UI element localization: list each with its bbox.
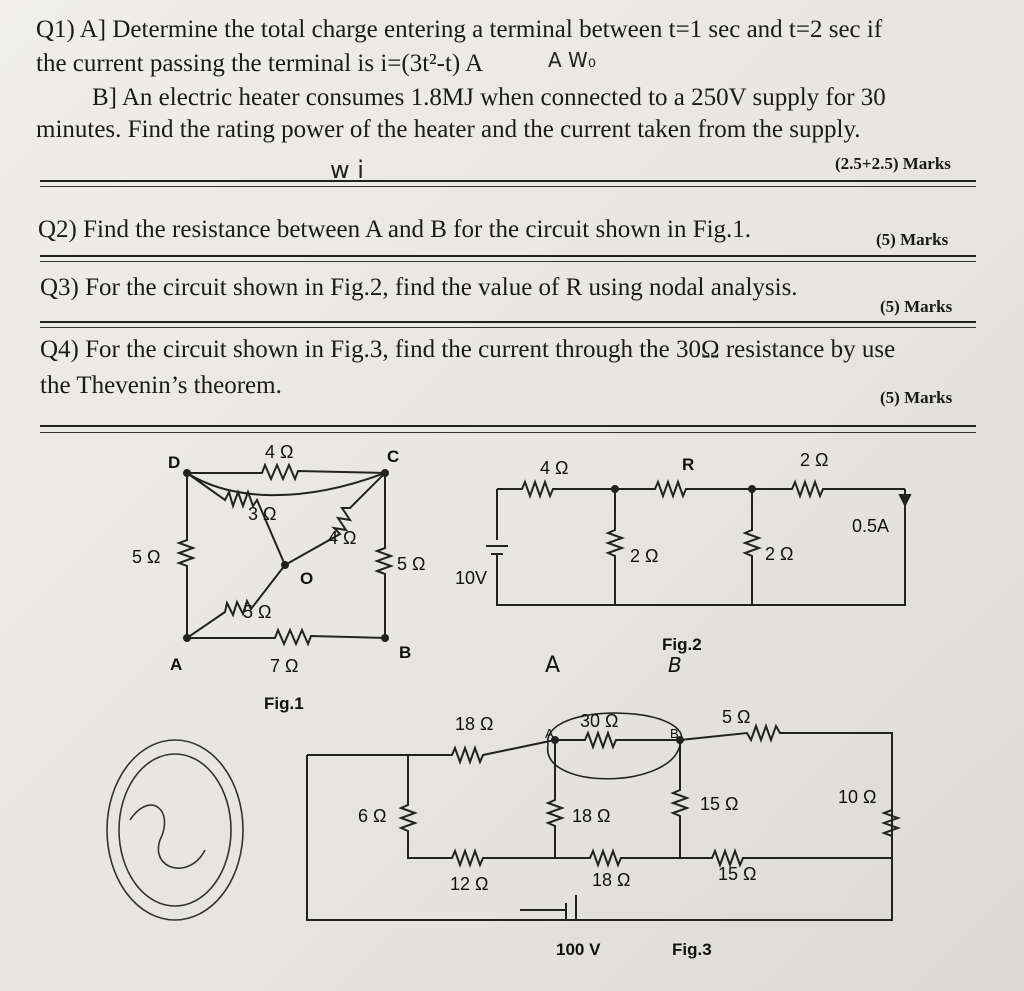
fig3-r18b: 18 Ω xyxy=(572,806,611,826)
fig2-r-top-right: 2 Ω xyxy=(800,450,829,470)
fig1-node-o: O xyxy=(300,569,314,588)
q1-line2: the current passing the terminal is i=(3t²-t) A xyxy=(36,50,484,77)
fig3-r6: 6 Ω xyxy=(358,806,387,826)
fig2-current-source: 0.5A xyxy=(852,516,890,536)
fig3-r18a: 18 Ω xyxy=(455,714,494,734)
q4-marks: (5) Marks xyxy=(880,388,953,407)
fig1-node-a: A xyxy=(170,655,183,674)
fig2-r-shunt2: 2 Ω xyxy=(765,544,794,564)
q1-line3: B] An electric heater consumes 1.8MJ when connected to a 250V supply for 30 xyxy=(92,84,886,111)
fig2-r-shunt1: 2 Ω xyxy=(630,546,659,566)
fig1-r-inner-left: 3 Ω xyxy=(248,504,277,524)
fig2-r-unknown: R xyxy=(682,455,695,474)
handwritten-wo: A W₀ xyxy=(548,48,596,72)
fig1-node-c: C xyxy=(387,447,400,466)
fig1-node-b: B xyxy=(399,643,412,662)
fig3-r18c: 18 Ω xyxy=(592,870,631,890)
fig3-r5: 5 Ω xyxy=(722,707,751,727)
handwritten-b: B xyxy=(668,653,682,677)
q2-text: Q2) Find the resistance between A and B for the circuit shown in Fig.1. xyxy=(38,216,752,243)
stamp-seal xyxy=(107,740,243,920)
fig1-r-left: 5 Ω xyxy=(132,547,161,567)
fig1-r-right: 5 Ω xyxy=(397,554,426,574)
fig3-r10: 10 Ω xyxy=(838,787,877,807)
fig1-node-d: D xyxy=(168,453,181,472)
fig1-r-inner-right: 4 Ω xyxy=(328,528,357,548)
q4-line2: the Thevenin’s theorem. xyxy=(40,372,282,399)
fig1-r-top: 4 Ω xyxy=(265,442,294,462)
fig3-r30: 30 Ω xyxy=(580,711,619,731)
fig1-caption: Fig.1 xyxy=(264,694,304,713)
q1-line4: minutes. Find the rating power of the heater and the current taken from the supply. xyxy=(36,116,861,143)
fig3-voltage-source: 100 V xyxy=(556,940,601,959)
q1-marks: (2.5+2.5) Marks xyxy=(835,154,951,173)
fig1-diagram xyxy=(179,465,391,644)
q2-marks: (5) Marks xyxy=(876,230,949,249)
fig1-r-bottom: 7 Ω xyxy=(270,656,299,676)
handwritten-wi: w i xyxy=(330,156,364,184)
q3-marks: (5) Marks xyxy=(880,297,953,316)
q3-text: Q3) For the circuit shown in Fig.2, find the value of R using nodal analysis. xyxy=(40,274,798,301)
fig2-voltage-source: 10V xyxy=(455,568,488,588)
fig1-r-diag: 5 Ω xyxy=(243,602,272,622)
fig3-node-a: A xyxy=(545,726,554,741)
q1-line1: Q1) A] Determine the total charge entering a terminal between t=1 sec and t=2 sec if xyxy=(36,16,883,43)
fig2-diagram xyxy=(486,482,910,605)
fig2-r-top-left: 4 Ω xyxy=(540,458,569,478)
q4-line1: Q4) For the circuit shown in Fig.3, find the current through the 30Ω resistance by use xyxy=(40,336,896,363)
fig3-r15b: 15 Ω xyxy=(718,864,757,884)
fig3-node-b: B xyxy=(670,726,679,741)
fig3-r12: 12 Ω xyxy=(450,874,489,894)
handwritten-a: A xyxy=(545,653,561,678)
fig2-caption: Fig.2 xyxy=(662,635,702,654)
fig3-r15a: 15 Ω xyxy=(700,794,739,814)
fig3-caption: Fig.3 xyxy=(672,940,712,959)
